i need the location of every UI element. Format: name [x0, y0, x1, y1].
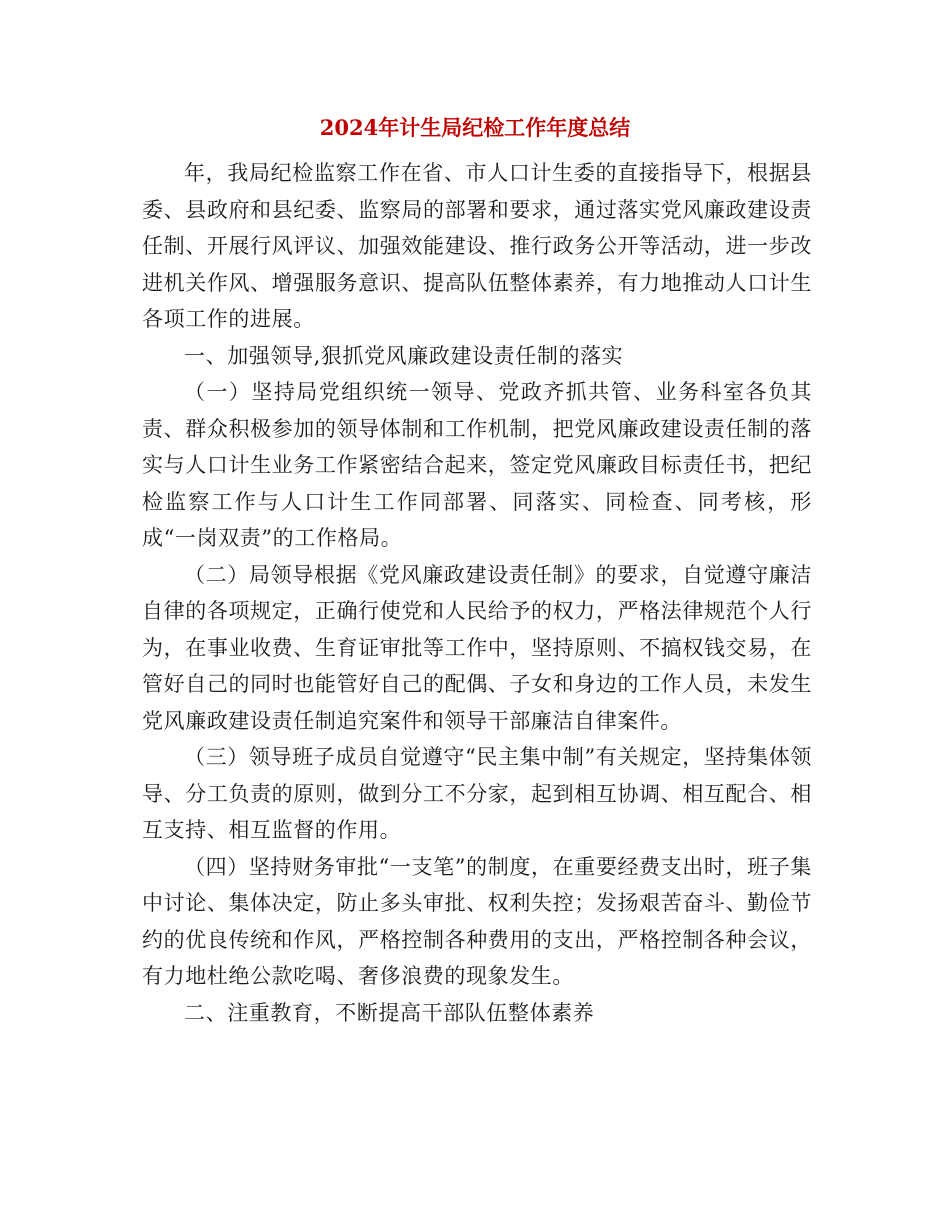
paragraph-item-4: （四）坚持财务审批“一支笔”的制度，在重要经费支出时，班子集中讨论、集体决定，防止多头审批、权利失控；发扬艰苦奋斗、勤俭节约的优良传统和作风，严格控制各种费用的支出，严格控制各种会议，有力地杜绝公款吃喝、奢侈浪费的现象发生。	[142, 854, 812, 988]
paragraph-item-1: （一）坚持局党组织统一领导、党政齐抓共管、业务科室各负其责、群众积极参加的领导体制和工作机制，把党风廉政建设责任制的落实与人口计生业务工作紧密结合起来，签定党风廉政目标责任书，把纪检监察工作与人口计生工作同部署、同落实、同检查、同考核，形成“一岗双责”的工作格局。	[142, 380, 812, 550]
section-heading-1: 一、加强领导,狠抓党风廉政建设责任制的落实	[184, 343, 624, 368]
paragraph-item-3: （三）领导班子成员自觉遵守“民主集中制”有关规定，坚持集体领导、分工负责的原则，做到分工不分家，起到相互协调、相互配合、相互支持、相互监督的作用。	[142, 745, 812, 842]
document-title: 2024年计生局纪检工作年度总结	[319, 115, 631, 140]
section-heading-2: 二、注重教育，不断提高干部队伍整体素养	[184, 1000, 595, 1025]
paragraph-item-2: （二）局领导根据《党风廉政建设责任制》的要求，自觉遵守廉洁自律的各项规定，正确行使党和人民给予的权力，严格法律规范个人行为，在事业收费、生育证审批等工作中，坚持原则、不搞权钱交易，在管好自己的同时也能管好自己的配偶、子女和身边的工作人员，未发生党风廉政建设责任制追究案件和领导干部廉洁自律案件。	[142, 562, 812, 733]
paragraph-intro: 年，我局纪检监察工作在省、市人口计生委的直接指导下，根据县委、县政府和县纪委、监察局的部署和要求，通过落实党风廉政建设责任制、开展行风评议、加强效能建设、推行政务公开等活动，进一步改进机关作风、增强服务意识、提高队伍整体素养，有力地推动人口计生各项工作的进展。	[142, 161, 812, 331]
document-body	[142, 155, 812, 1031]
